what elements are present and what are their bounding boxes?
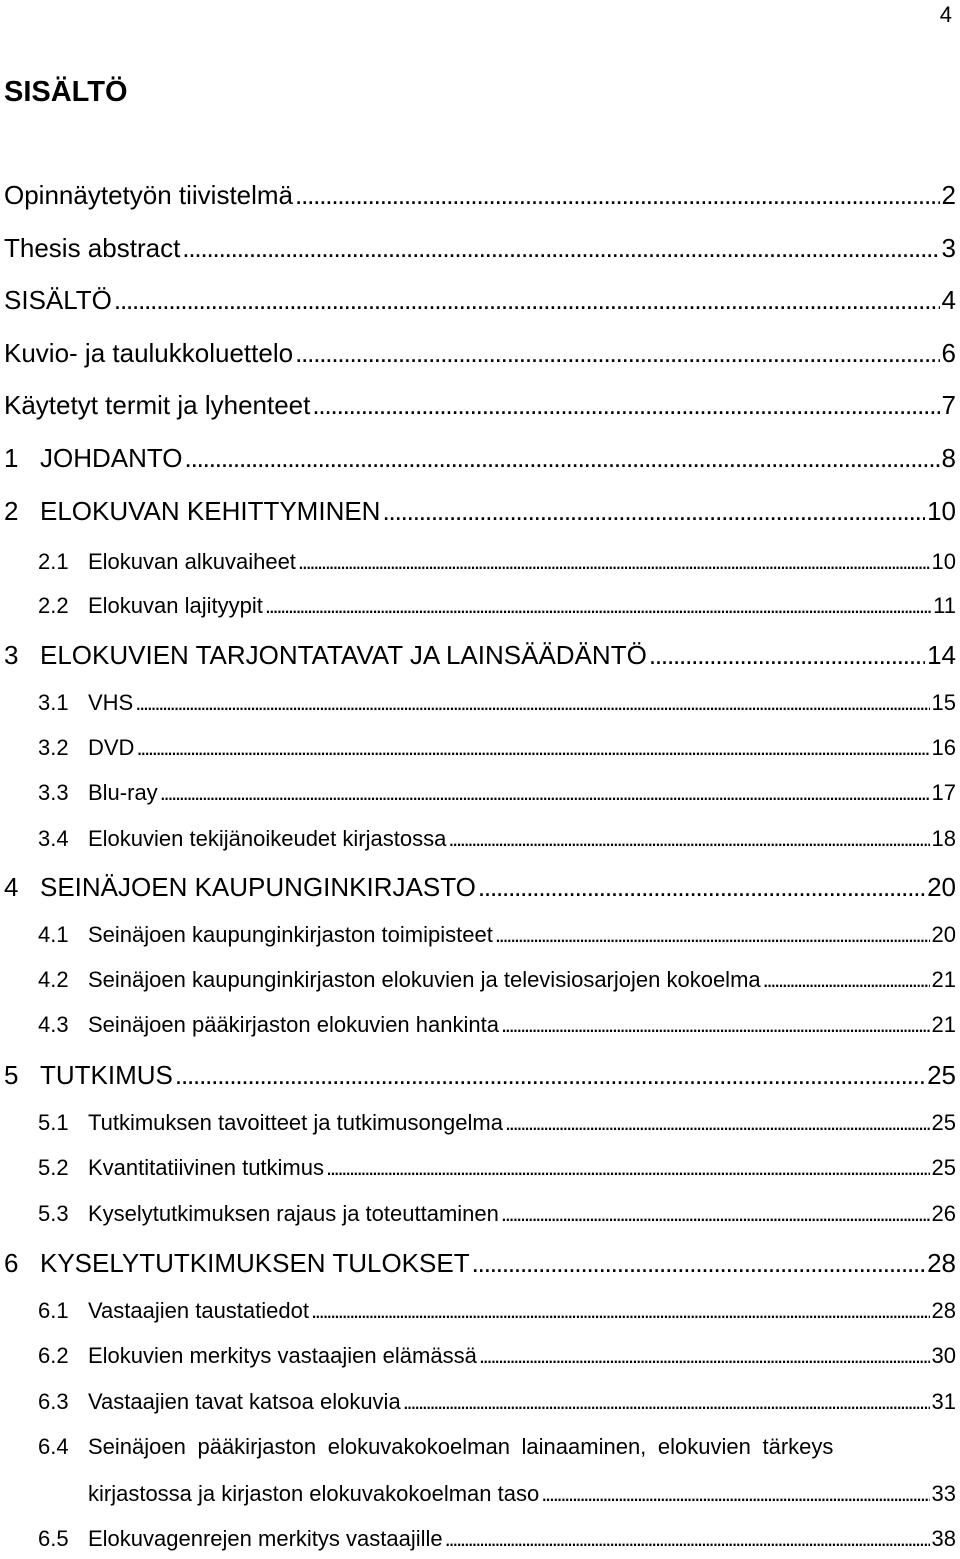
toc-section[interactable] bbox=[4, 593, 956, 619]
toc-entry-text: SISÄLTÖ bbox=[4, 285, 112, 315]
toc-section[interactable] bbox=[4, 1012, 956, 1038]
toc-leader-dots bbox=[448, 826, 929, 852]
toc-leader-dots bbox=[403, 1389, 930, 1415]
toc-entry-text: JOHDANTO bbox=[40, 443, 183, 473]
toc-entry-number: 6.5 bbox=[38, 1526, 69, 1551]
toc-chapter[interactable] bbox=[4, 496, 956, 527]
toc-entry-page: 26 bbox=[931, 1201, 956, 1226]
toc-entry-page: 33 bbox=[931, 1481, 956, 1506]
toc-entry-number: 6 bbox=[4, 1248, 19, 1278]
toc-chapter[interactable] bbox=[4, 1248, 956, 1279]
toc-entry-page: 38 bbox=[931, 1526, 956, 1551]
toc-section[interactable] bbox=[4, 1298, 956, 1324]
toc-entry-page: 16 bbox=[931, 735, 956, 760]
toc-entry-page: 28 bbox=[927, 1248, 956, 1278]
toc-entry-text: Käytetyt termit ja lyhenteet bbox=[4, 390, 311, 420]
toc-section[interactable] bbox=[4, 1389, 956, 1415]
toc-entry-page: 25 bbox=[931, 1155, 956, 1180]
toc-entry-text: Elokuvien tekijänoikeudet kirjastossa bbox=[88, 826, 447, 851]
toc-entry[interactable] bbox=[4, 285, 956, 316]
toc-section[interactable] bbox=[4, 1526, 956, 1552]
toc-section[interactable] bbox=[4, 1343, 956, 1369]
toc-entry-text: Elokuvan alkuvaiheet bbox=[88, 549, 296, 574]
toc-entry-number: 2.2 bbox=[38, 593, 69, 618]
toc-entry-text: Elokuvien merkitys vastaajien elämässä bbox=[88, 1343, 477, 1368]
toc-leader-dots bbox=[175, 1060, 925, 1091]
toc-entry-page: 20 bbox=[931, 922, 956, 947]
toc-entry-number: 5.1 bbox=[38, 1110, 69, 1135]
toc-leader-dots bbox=[479, 1343, 930, 1369]
toc-leader-dots bbox=[311, 1298, 930, 1324]
toc-leader-dots bbox=[265, 593, 931, 619]
toc-leader-dots bbox=[182, 233, 939, 264]
toc-entry-page: 25 bbox=[927, 1060, 956, 1090]
toc-section[interactable] bbox=[4, 1155, 956, 1181]
toc-entry-text: Kuvio- ja taulukkoluettelo bbox=[4, 338, 294, 368]
toc-entry-text: Elokuvagenrejen merkitys vastaajille bbox=[88, 1526, 443, 1551]
toc-entry-page: 21 bbox=[931, 967, 956, 992]
toc-entry-page: 2 bbox=[941, 180, 956, 210]
toc-entry-page: 30 bbox=[931, 1343, 956, 1368]
toc-entry-page: 18 bbox=[931, 826, 956, 851]
toc-entry[interactable] bbox=[4, 180, 956, 211]
toc-entry-text: Tutkimuksen tavoitteet ja tutkimusongelma bbox=[88, 1110, 503, 1135]
toc-leader-dots bbox=[295, 180, 940, 211]
toc-entry-number: 4 bbox=[4, 872, 19, 902]
toc-leader-dots bbox=[298, 549, 930, 575]
toc-chapter[interactable] bbox=[4, 443, 956, 474]
toc-leader-dots bbox=[501, 1012, 930, 1038]
toc-section[interactable] bbox=[4, 1110, 956, 1136]
toc-entry-text: ELOKUVAN KEHITTYMINEN bbox=[40, 496, 381, 526]
toc-section[interactable] bbox=[4, 1201, 956, 1227]
toc-entry-text: KYSELYTUTKIMUKSEN TULOKSET bbox=[40, 1248, 470, 1278]
toc-entry-page: 4 bbox=[941, 285, 956, 315]
toc-entry-page: 10 bbox=[927, 496, 956, 526]
toc-leader-dots bbox=[136, 735, 929, 761]
toc-entry-page: 7 bbox=[941, 390, 956, 420]
toc-entry-number: 1 bbox=[4, 443, 19, 473]
toc-entry-number: 3.2 bbox=[38, 735, 69, 760]
toc-section[interactable] bbox=[4, 690, 956, 716]
page-title: SISÄLTÖ bbox=[4, 76, 128, 108]
toc-entry[interactable] bbox=[4, 390, 956, 421]
toc-entry-text: Vastaajien taustatiedot bbox=[88, 1298, 309, 1323]
toc-leader-dots bbox=[478, 872, 925, 903]
toc-leader-dots bbox=[185, 443, 940, 474]
toc-entry-number: 6.2 bbox=[38, 1343, 69, 1368]
toc-leader-dots bbox=[382, 496, 925, 527]
toc-leader-dots bbox=[472, 1248, 925, 1279]
toc-chapter[interactable] bbox=[4, 640, 956, 671]
toc-leader-dots bbox=[326, 1155, 930, 1181]
toc-entry[interactable] bbox=[4, 233, 956, 264]
toc-section[interactable] bbox=[4, 549, 956, 575]
toc-section[interactable] bbox=[4, 735, 956, 761]
toc-entry-number: 4.3 bbox=[38, 1012, 69, 1037]
toc-entry-number: 2 bbox=[4, 496, 19, 526]
toc-entry-text: Seinäjoen pääkirjaston elokuvakokoelman lainaaminen, elokuvien tärkeys bbox=[88, 1434, 834, 1459]
toc-entry-number: 3.4 bbox=[38, 826, 69, 851]
toc-entry-text: ELOKUVIEN TARJONTATAVAT JA LAINSÄÄDÄNTÖ bbox=[40, 640, 647, 670]
toc-section-continued[interactable] bbox=[88, 1481, 956, 1507]
toc-entry-page: 14 bbox=[927, 640, 956, 670]
toc-entry-text: Kyselytutkimuksen rajaus ja toteuttaminen bbox=[88, 1201, 499, 1226]
toc-entry-text: TUTKIMUS bbox=[40, 1060, 173, 1090]
toc-section[interactable] bbox=[4, 922, 956, 948]
toc-entry-text: Kvantitatiivinen tutkimus bbox=[88, 1155, 324, 1180]
toc-entry-number: 6.4 bbox=[38, 1434, 69, 1459]
toc-leader-dots bbox=[295, 338, 939, 369]
toc-entry-number: 5.3 bbox=[38, 1201, 69, 1226]
toc-leader-dots bbox=[312, 390, 939, 421]
toc-entry-number: 5 bbox=[4, 1060, 19, 1090]
toc-entry-text: Seinäjoen kaupunginkirjaston elokuvien ja televisiosarjojen kokoelma bbox=[88, 967, 761, 992]
toc-entry-page: 20 bbox=[927, 872, 956, 902]
toc-leader-dots bbox=[445, 1526, 930, 1552]
toc-entry-text: Opinnäytetyön tiivistelmä bbox=[4, 180, 294, 210]
toc-entry-page: 6 bbox=[941, 338, 956, 368]
toc-entry-text: SEINÄJOEN KAUPUNGINKIRJASTO bbox=[40, 872, 476, 902]
toc-entry-number: 3 bbox=[4, 640, 19, 670]
toc-entry-number: 5.2 bbox=[38, 1155, 69, 1180]
page-number: 4 bbox=[939, 2, 952, 27]
toc-entry-page: 8 bbox=[941, 443, 956, 473]
toc-leader-dots bbox=[114, 285, 940, 316]
toc-entry-text: Seinäjoen pääkirjaston elokuvien hankinta bbox=[88, 1012, 499, 1037]
toc-entry-number: 4.2 bbox=[38, 967, 69, 992]
toc-entry[interactable] bbox=[4, 338, 956, 369]
toc-leader-dots bbox=[541, 1481, 929, 1507]
toc-entry-text: Thesis abstract bbox=[4, 233, 181, 263]
toc-section[interactable] bbox=[4, 826, 956, 852]
toc-entry-text: Blu-ray bbox=[88, 780, 158, 805]
toc-entry-page: 3 bbox=[941, 233, 956, 263]
toc-entry-page: 28 bbox=[931, 1298, 956, 1323]
toc-chapter[interactable] bbox=[4, 872, 956, 903]
toc-leader-dots bbox=[763, 967, 930, 993]
toc-entry-page: 11 bbox=[933, 593, 956, 618]
toc-leader-dots bbox=[649, 640, 925, 671]
toc-section[interactable] bbox=[4, 1434, 956, 1460]
toc-entry-number: 6.3 bbox=[38, 1389, 69, 1414]
toc-entry-page: 25 bbox=[931, 1110, 956, 1135]
toc-leader-dots bbox=[495, 922, 930, 948]
toc-entry-page: 21 bbox=[931, 1012, 956, 1037]
toc-entry-text-continued: kirjastossa ja kirjaston elokuvakokoelman taso bbox=[88, 1481, 540, 1506]
toc-entry-text: Seinäjoen kaupunginkirjaston toimipisteet bbox=[88, 922, 493, 947]
toc-entry-text: DVD bbox=[88, 735, 135, 760]
toc-entry-number: 2.1 bbox=[38, 549, 69, 574]
toc-entry-page: 15 bbox=[931, 690, 956, 715]
toc-entry-number: 4.1 bbox=[38, 922, 69, 947]
toc-entry-text: Vastaajien tavat katsoa elokuvia bbox=[88, 1389, 401, 1414]
toc-leader-dots bbox=[501, 1201, 930, 1227]
toc-chapter[interactable] bbox=[4, 1060, 956, 1091]
toc-entry-page: 31 bbox=[931, 1389, 956, 1414]
toc-section[interactable] bbox=[4, 967, 956, 993]
toc-entry-number: 3.1 bbox=[38, 690, 69, 715]
toc-entry-number: 3.3 bbox=[38, 780, 69, 805]
toc-entry-page: 17 bbox=[931, 780, 956, 805]
toc-leader-dots bbox=[505, 1110, 930, 1136]
toc-entry-text: Elokuvan lajityypit bbox=[88, 593, 263, 618]
toc-leader-dots bbox=[160, 780, 930, 806]
toc-entry-number: 6.1 bbox=[38, 1298, 69, 1323]
toc-entry-page: 10 bbox=[931, 549, 956, 574]
toc-section[interactable] bbox=[4, 780, 956, 806]
toc-leader-dots bbox=[135, 690, 929, 716]
toc-entry-text: VHS bbox=[88, 690, 134, 715]
